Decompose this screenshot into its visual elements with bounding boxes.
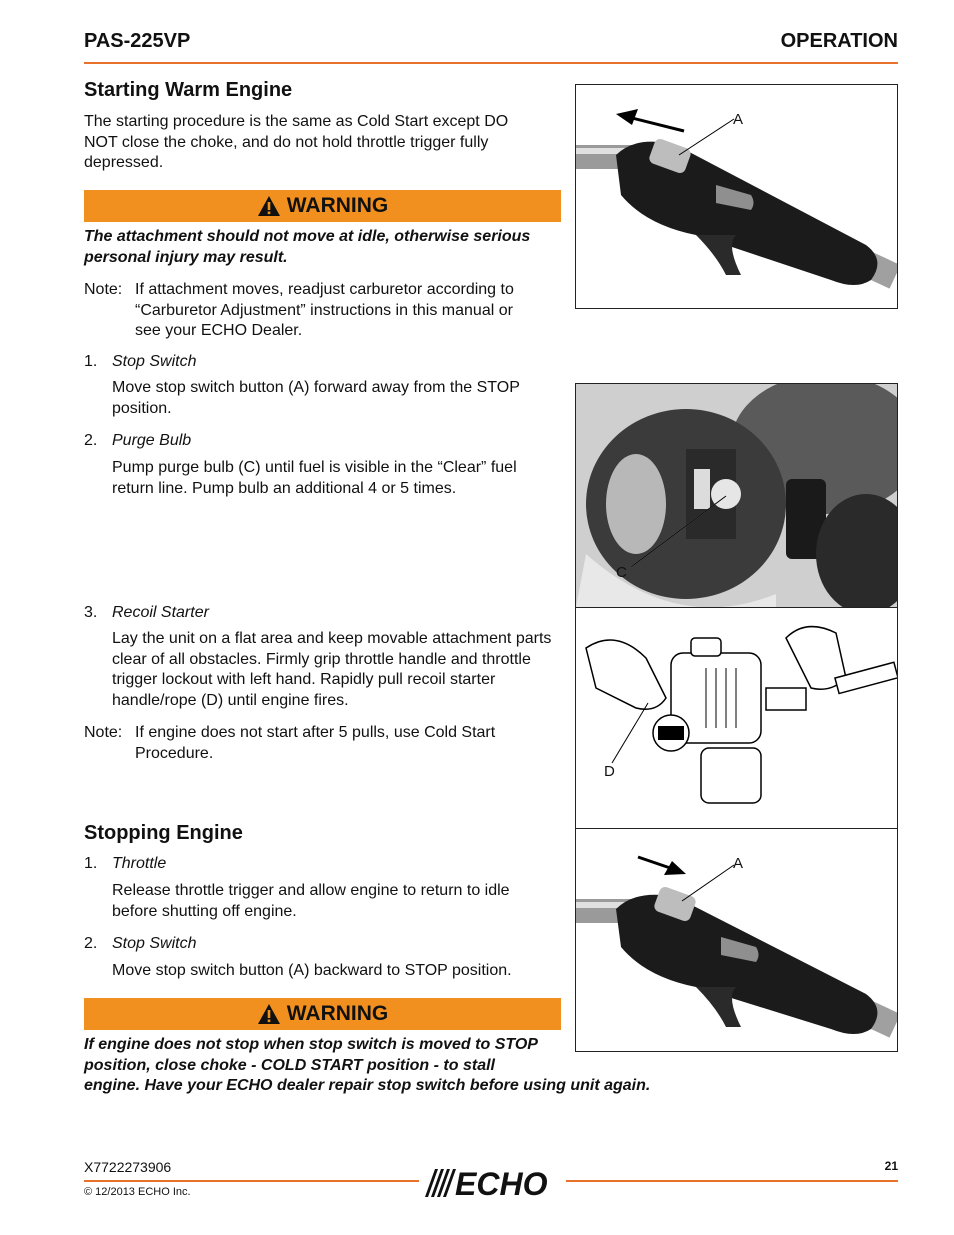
recoil-starter-drawing <box>576 608 897 828</box>
note-label-1: Note: <box>84 281 123 298</box>
step-title: Purge Bulb <box>112 432 192 449</box>
footer-part-number: X7722273906 <box>84 1159 172 1175</box>
warning-label-2: WARNING <box>286 1002 389 1025</box>
footer-rule-right <box>566 1180 898 1182</box>
footer-rule-left <box>84 1180 419 1182</box>
header-model: PAS-225VP <box>84 30 191 52</box>
note-text-1: If attachment moves, readjust carburetor according to “Carburetor Adjustment” instructions in this manual or see your ECHO Dealer. <box>135 281 514 339</box>
section-title-warm: Starting Warm Engine <box>84 79 293 101</box>
figure-purge-bulb <box>575 383 898 608</box>
warning-banner-2 <box>84 998 561 1030</box>
step-body: Pump purge bulb (C) until fuel is visible in the “Clear” fuel return line. Pump bulb an additional 4 or 5 times. <box>112 459 517 497</box>
warning-banner-1 <box>84 190 561 222</box>
warning-triangle-icon <box>257 195 281 217</box>
footer-copyright: © 12/2013 ECHO Inc. <box>84 1186 191 1198</box>
step-title: Stop Switch <box>112 353 197 370</box>
echo-logo <box>421 1165 563 1201</box>
warning-text-1: The attachment should not move at idle, otherwise serious personal injury may result. <box>84 228 531 266</box>
warning-label-1: WARNING <box>286 194 389 217</box>
step-body: Move stop switch button (A) backward to STOP position. <box>112 962 512 979</box>
step-number: 2. <box>84 935 98 952</box>
figure-callout-label: A <box>733 855 744 872</box>
step-body: Lay the unit on a flat area and keep movable attachment parts clear of all obstacles. Firmly grip throttle handle and throttle trigger lockout with left hand. Rapidly pull recoil starter handle/rope (D) until engine fires. <box>112 630 552 709</box>
step-number: 1. <box>84 353 98 370</box>
warning-triangle-icon <box>257 1003 281 1025</box>
section-title-stop: Stopping Engine <box>84 822 243 844</box>
figure-throttle-forward <box>575 84 898 309</box>
figure-recoil-starter <box>575 607 898 829</box>
figure-throttle-backward <box>575 828 898 1052</box>
figure-callout-label: C <box>616 564 627 581</box>
step-title: Recoil Starter <box>112 604 209 621</box>
step-number: 3. <box>84 604 98 621</box>
figure-callout-label: D <box>604 763 615 780</box>
note-text-2: If engine does not start after 5 pulls, use Cold Start Procedure. <box>135 724 496 762</box>
warning-text-2: If engine does not stop when stop switch is moved to STOP position, close choke - COLD START position - to stall engine. Have your ECHO dealer repair stop switch before using unit again. <box>84 1036 651 1094</box>
step-body: Release throttle trigger and allow engine to return to idle before shutting off engine. <box>112 882 510 920</box>
echo-logo-stripes-icon <box>421 1165 563 1201</box>
svg-text:ECHO: ECHO <box>455 1166 548 1201</box>
step-title: Throttle <box>112 855 167 872</box>
footer-page-number: 21 <box>884 1159 898 1173</box>
step-title: Stop Switch <box>112 935 197 952</box>
step-body: Move stop switch button (A) forward away from the STOP position. <box>112 379 520 417</box>
note-label-2: Note: <box>84 724 123 741</box>
step-number: 2. <box>84 432 98 449</box>
step-number: 1. <box>84 855 98 872</box>
figure-callout-label: A <box>733 111 744 128</box>
header-rule <box>84 62 898 64</box>
warm-intro: The starting procedure is the same as Cold Start except DO NOT close the choke, and do not hold throttle trigger fully depressed. <box>84 113 509 171</box>
header-section: OPERATION <box>780 30 898 52</box>
